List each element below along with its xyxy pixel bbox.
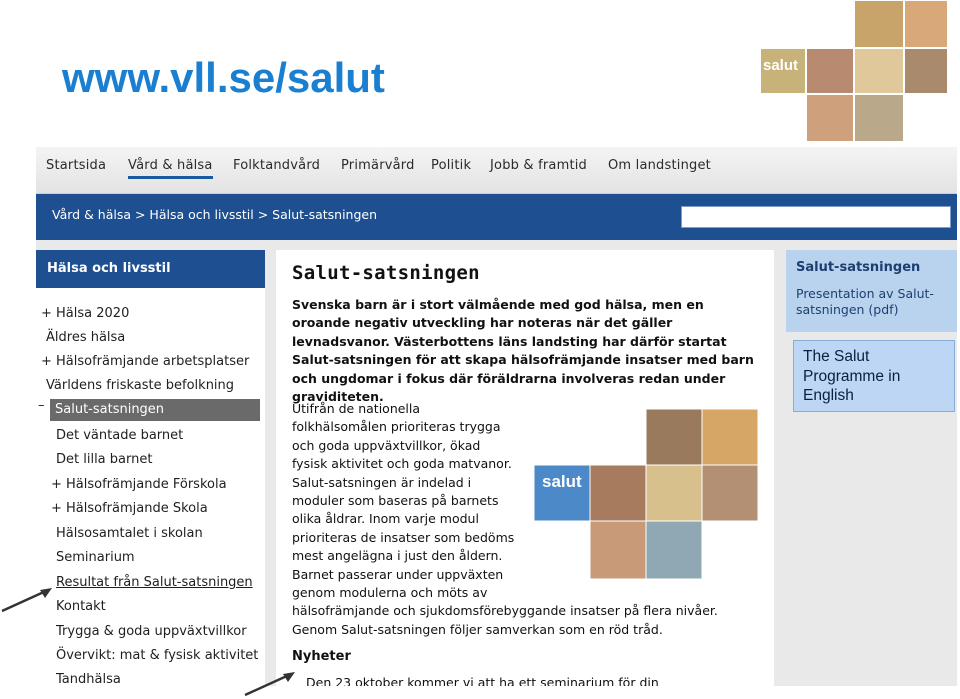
news-text: Den 23 oktober kommer vi att ha ett seminarium för din [306,675,659,686]
leftnav-collapse-marker[interactable]: – [38,398,45,413]
nav-vard-halsa[interactable]: Vård & hälsa [128,158,213,179]
body-line: olika åldrar. Inom varje modul [292,511,479,527]
leftnav-item-aldres-halsa[interactable]: Äldres hälsa [46,330,126,345]
english-callout-text: The Salut Programme in English [803,348,901,404]
news-heading: Nyheter [292,649,351,664]
body-line: genom modulerna och möts av [292,585,488,601]
body-line: folkhälsomålen prioriteras trygga [292,419,501,435]
leftnav-item-forskola[interactable]: + Hälsofrämjande Förskola [51,477,227,492]
body-line: Barnet passerar under uppväxten [292,566,504,582]
body-line: hälsofrämjande och sjukdomsförebyggande insatser på flera nivåer. [292,603,718,619]
nav-om-landstinget[interactable]: Om landstinget [608,158,711,173]
leftnav-item-seminarium[interactable]: Seminarium [56,550,135,565]
lead-paragraph: Svenska barn är i stort välmående med god hälsa, men en oroande negativ utveckling har noteras när det gäller levnadsvanor. Västerbottens läns landsting har därför startat Salut-satsningen för att skapa hälsofrämjande insatser med barn och ungdomar i fokus där föräldrarna involveras redan under graviditeten. [292,297,754,405]
body-line: mest angelägna i just den åldern. [292,548,503,564]
nav-folktandvard[interactable]: Folktandvård [233,158,321,173]
search-input[interactable] [681,206,951,228]
nav-jobb-framtid[interactable]: Jobb & framtid [490,158,588,173]
leftnav-item-halsa-2020[interactable]: + Hälsa 2020 [41,306,130,321]
page-title: Salut-satsningen [292,262,480,284]
salut-logo-collage [760,0,960,145]
salut-programme-image [534,409,759,581]
nav-politik[interactable]: Politik [431,158,472,173]
leftnav-item-trygga[interactable]: Trygga & goda uppväxtvillkor [56,624,247,639]
slide-title: www.vll.se/salut [62,54,385,101]
body-line: Utifrån de nationella [292,401,421,416]
leftnav-item-friskaste[interactable]: Världens friskaste befolkning [46,378,235,393]
body-line: Salut-satsningen är indelad i [292,474,472,490]
leftnav-item-salut-satsningen[interactable]: Salut-satsningen [50,399,260,421]
body-line: moduler som baseras på barnets [292,493,499,509]
english-callout[interactable] [793,340,955,412]
leftnav-item-resultat[interactable]: Resultat från Salut-satsningen [56,575,253,590]
right-title: Salut-satsningen [796,260,921,275]
body-line: prioriteras de insatser som bedöms [292,529,515,545]
leftnav-heading[interactable]: Hälsa och livsstil [36,250,265,288]
leftnav-item-arbetsplatser[interactable]: + Hälsofrämjande arbetsplatser [41,354,250,369]
leftnav-item-skola[interactable]: + Hälsofrämjande Skola [51,501,208,516]
breadcrumb-bar [36,194,957,240]
body-line: och goda uppväxtvillkor, ökad [292,437,481,453]
nav-startsida[interactable]: Startsida [46,158,107,173]
leftnav-item-tandhalsa[interactable]: Tandhälsa [56,672,121,686]
presentation-pdf-link[interactable]: Presentation av Salut-satsningen (pdf) [796,286,934,317]
salut-image-word: salut [542,472,582,491]
arrow-pointer-icon [0,586,56,614]
leftnav-item-lilla-barnet[interactable]: Det lilla barnet [56,452,153,467]
logo-word: salut [763,57,799,74]
left-navigation [36,250,265,686]
leftnav-item-overvikt[interactable]: Övervikt: mat & fysisk aktivitet [56,648,259,663]
nav-primarvard[interactable]: Primärvård [341,158,415,173]
breadcrumb[interactable]: Vård & hälsa > Hälsa och livsstil > Salut-satsningen [52,207,378,222]
arrow-pointer-icon [243,670,299,698]
right-column [786,250,957,686]
leftnav-item-vantade-barnet[interactable]: Det väntade barnet [56,428,184,443]
salut-logo-tile [760,48,806,94]
leftnav-item-halsosamtalet[interactable]: Hälsosamtalet i skolan [56,526,203,541]
body-line: Genom Salut-satsningen följer samverkan som en röd tråd. [292,621,663,637]
browser-screenshot [36,147,957,686]
leftnav-item-kontakt[interactable]: Kontakt [56,599,106,614]
main-content [276,250,774,686]
top-navigation [36,147,957,194]
body-line: fysisk aktivitet och goda matvanor. [292,456,512,472]
